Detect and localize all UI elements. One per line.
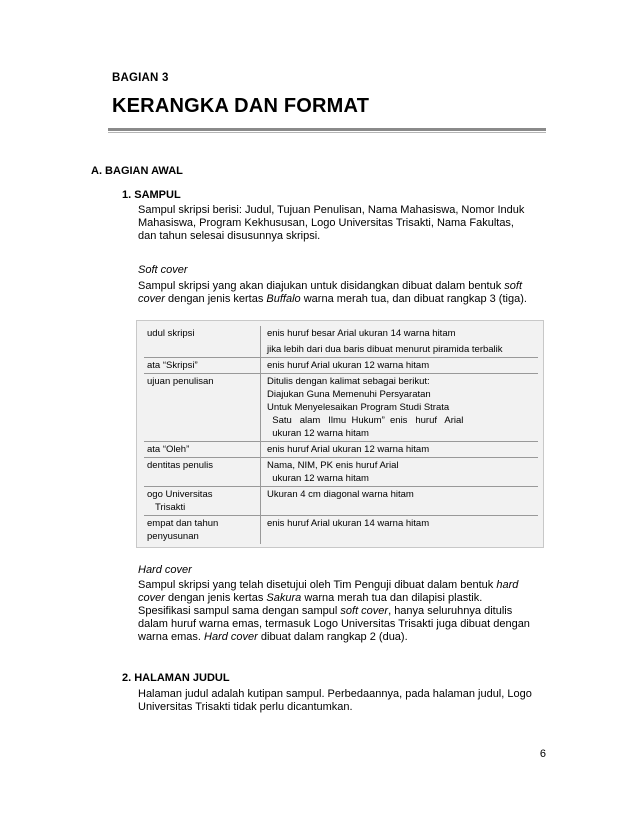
table-row (144, 326, 538, 358)
sampul-intro-line: Mahasiswa, Program Kekhususan, Logo Universitas Trisakti, Nama Fakultas, (138, 217, 514, 229)
table-row (144, 458, 538, 487)
hard-cover-line: Sampul skripsi yang telah disetujui oleh Tim Penguji dibuat dalam bentuk hard (138, 579, 519, 591)
hard-cover-line: Spesifikasi sampul sama dengan sampul soft cover, hanya seluruhnya ditulis (138, 605, 513, 617)
table-row (144, 374, 538, 442)
chapter-label: BAGIAN 3 (112, 72, 169, 84)
title-rule (108, 128, 546, 131)
hard-cover-line: warna emas. Hard cover dibuat dalam rangkap 2 (dua). (138, 631, 408, 643)
halaman-judul-line: Halaman judul adalah kutipan sampul. Perbedaannya, pada halaman judul, Logo (138, 688, 532, 700)
spec-label: ata “Oleh” (144, 442, 261, 458)
sampul-intro-line: Sampul skripsi berisi: Judul, Tujuan Penulisan, Nama Mahasiswa, Nomor Induk (138, 204, 525, 216)
spec-value: Ukuran 4 cm diagonal warna hitam (267, 489, 414, 500)
soft-cover-text (138, 280, 548, 306)
title-rule-thin (108, 132, 546, 133)
spec-value: Nama, NIM, PK enis huruf Arial ukuran 12 warna hitam (267, 460, 399, 484)
spec-value: Ditulis dengan kalimat sebagai berikut: Diajukan Guna Memenuhi Persyaratan Untuk Menyelesaikan Program Studi Strata Satu alam Ilmu Hukum” enis huruf Arial ukuran 12 warna hitam (267, 376, 464, 439)
hard-cover-line: dalam huruf warna emas, termasuk Logo Universitas Trisakti juga dibuat dengan (138, 618, 530, 630)
chapter-title: KERANGKA DAN FORMAT (112, 95, 370, 117)
table-row (144, 442, 538, 458)
soft-cover-title: Soft cover (138, 264, 188, 276)
halaman-judul-line: Universitas Trisakti tidak perlu dicantumkan. (138, 701, 353, 713)
spec-value: enis huruf Arial ukuran 14 warna hitam (267, 518, 430, 529)
table-row (144, 358, 538, 374)
sampul-intro (138, 204, 548, 243)
table-row (144, 487, 538, 516)
spec-label: dentitas penulis (144, 458, 261, 487)
hard-cover-line: cover dengan jenis kertas Sakura warna merah tua dan dilapisi plastik. (138, 592, 483, 604)
sampul-heading: 1. SAMPUL (122, 189, 181, 201)
spec-value: enis huruf Arial ukuran 12 warna hitam (267, 444, 430, 455)
spec-label: udul skripsi (144, 326, 261, 358)
table-row (144, 516, 538, 545)
halaman-judul-heading: 2. HALAMAN JUDUL (122, 672, 230, 684)
spec-table (144, 326, 538, 544)
soft-cover-line: cover dengan jenis kertas Buffalo warna merah tua, dan dibuat rangkap 3 (tiga). (138, 293, 527, 305)
halaman-judul-text (138, 688, 548, 714)
section-a-heading: A. BAGIAN AWAL (91, 165, 183, 177)
hard-cover-title: Hard cover (138, 564, 192, 576)
hard-cover-text (138, 579, 548, 644)
page-number: 6 (539, 748, 546, 760)
spec-label: ujuan penulisan (144, 374, 261, 442)
spec-value: enis huruf besar Arial ukuran 14 warna hitam jika lebih dari dua baris dibuat menurut piramida terbalik (267, 328, 503, 355)
soft-cover-line: Sampul skripsi yang akan diajukan untuk disidangkan dibuat dalam bentuk soft (138, 280, 523, 292)
spec-label: ata “Skripsi” (144, 358, 261, 374)
spec-label: empat dan tahun penyusunan (144, 516, 261, 545)
spec-label: ogo Universitas Trisakti (144, 487, 261, 516)
spec-value: enis huruf Arial ukuran 12 warna hitam (267, 360, 430, 371)
sampul-intro-line: dan tahun selesai disusunnya skripsi. (138, 230, 321, 242)
